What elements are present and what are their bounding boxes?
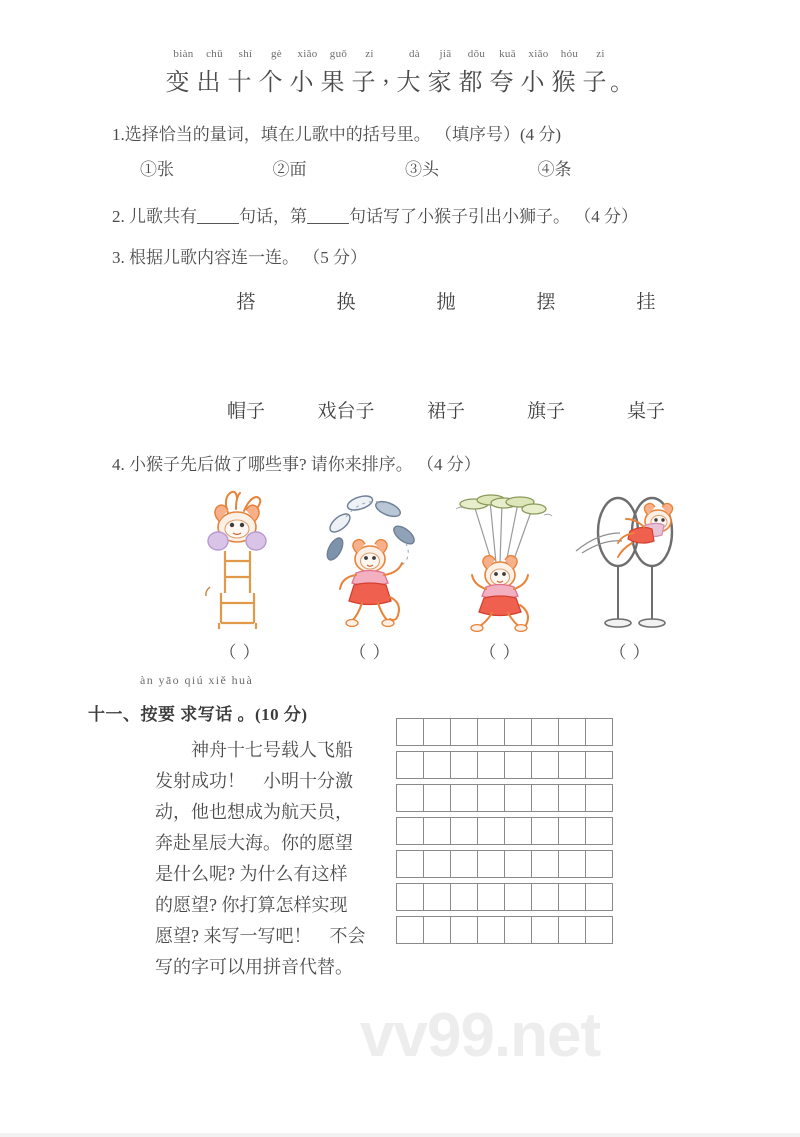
- grid-cell[interactable]: [396, 883, 424, 911]
- poem-pinyin-syllable: guǒ: [329, 48, 348, 60]
- writing-prompt-line: 奔赴星辰大海。你的愿望: [155, 833, 353, 853]
- writing-prompt-line: 愿望? 来写一写吧！ 不会: [155, 926, 366, 946]
- grid-cell[interactable]: [396, 718, 424, 746]
- writing-prompt-line: 写的字可以用拼音代替。: [155, 957, 353, 977]
- match-noun-item[interactable]: 裙子: [426, 401, 465, 422]
- grid-cell[interactable]: [531, 718, 559, 746]
- grid-cell[interactable]: [558, 817, 586, 845]
- poem-hanzi-row: [150, 62, 670, 97]
- grid-cell[interactable]: [396, 817, 424, 845]
- section-11-pinyin: àn yāo qiú xiě huà: [140, 673, 254, 687]
- poem-hanzi-char: 小: [289, 70, 314, 96]
- match-noun-item[interactable]: 桌子: [626, 401, 665, 422]
- poem-hanzi-char: 出: [196, 70, 221, 96]
- grid-row: [396, 916, 612, 944]
- page-bottom-edge: [0, 1133, 800, 1137]
- grid-row: [396, 850, 612, 878]
- section-11-title: 十一、按要 求写话 。(10 分): [88, 705, 308, 724]
- question-3-text: 3. 根据儿歌内容连一连。 （5 分）: [112, 248, 367, 267]
- match-verb-item[interactable]: 抛: [436, 292, 456, 313]
- match-verb-item[interactable]: 摆: [536, 292, 556, 313]
- grid-cell[interactable]: [477, 850, 505, 878]
- grid-cell[interactable]: [585, 883, 613, 911]
- poem-hanzi-char: ,: [383, 62, 389, 88]
- match-verb-item[interactable]: 挂: [636, 292, 656, 313]
- writing-prompt-line: 是什么呢? 为什么有这样: [155, 864, 348, 884]
- grid-cell[interactable]: [558, 751, 586, 779]
- question-4-answer-parens: [175, 638, 695, 663]
- question-4-text: 4. 小猴子先后做了哪些事? 请你来排序。 （4 分）: [112, 455, 481, 474]
- grid-cell[interactable]: [450, 718, 478, 746]
- writing-prompt-line: 神舟十七号载人飞船: [155, 740, 353, 760]
- grid-cell[interactable]: [585, 817, 613, 845]
- grid-cell[interactable]: [531, 883, 559, 911]
- writing-prompt-text: [155, 735, 395, 983]
- grid-cell[interactable]: [558, 883, 586, 911]
- poem-hanzi-char: 猴: [551, 70, 576, 96]
- poem-hanzi-char: 果: [320, 70, 345, 96]
- poem-pinyin-syllable: [616, 48, 630, 60]
- poem-pinyin-syllable: zi: [596, 48, 605, 60]
- poem-hanzi-char: 家: [427, 70, 452, 96]
- answer-paren-blank[interactable]: （ ）: [219, 643, 261, 662]
- grid-cell[interactable]: [396, 751, 424, 779]
- grid-cell[interactable]: [585, 916, 613, 944]
- question-3-verb-row: [196, 287, 666, 314]
- illustration-monkey-juggling-plates: [305, 487, 435, 632]
- question-1-options: [140, 155, 670, 180]
- answer-paren-blank[interactable]: （ ）: [349, 643, 391, 662]
- answer-paren-blank[interactable]: （ ）: [479, 643, 521, 662]
- poem-pinyin-syllable: [385, 48, 399, 60]
- grid-cell[interactable]: [450, 817, 478, 845]
- grid-cell[interactable]: [504, 751, 532, 779]
- grid-cell[interactable]: [423, 850, 451, 878]
- writing-prompt-line: 的愿望? 你打算怎样实现: [155, 895, 348, 915]
- question-2-text: [112, 202, 638, 227]
- grid-cell[interactable]: [423, 817, 451, 845]
- poem-pinyin-syllable: jiā: [439, 48, 452, 60]
- poem-pinyin-syllable: biàn: [173, 48, 194, 60]
- grid-cell[interactable]: [504, 817, 532, 845]
- grid-cell[interactable]: [477, 751, 505, 779]
- poem-pinyin-syllable: xiǎo: [297, 48, 318, 60]
- match-noun-item[interactable]: 旗子: [526, 401, 565, 422]
- grid-cell[interactable]: [504, 883, 532, 911]
- writing-grid[interactable]: [396, 718, 612, 944]
- poem-hanzi-char: 子: [351, 70, 376, 96]
- poem-pinyin-syllable: shí: [238, 48, 253, 60]
- grid-cell[interactable]: [558, 916, 586, 944]
- poem-hanzi-char: 。: [610, 70, 634, 96]
- grid-cell[interactable]: [477, 817, 505, 845]
- question-2-suffix: 句话写了小猴子引出小狮子。 （4 分）: [349, 207, 638, 226]
- grid-cell[interactable]: [477, 916, 505, 944]
- poem-hanzi-char: 大: [396, 70, 421, 96]
- question-2-prefix: 2. 儿歌共有: [112, 207, 197, 226]
- grid-cell[interactable]: [504, 784, 532, 812]
- illustration-monkey-stacking-chairs: [175, 487, 305, 632]
- grid-cell[interactable]: [450, 751, 478, 779]
- grid-cell[interactable]: [585, 718, 613, 746]
- grid-cell[interactable]: [423, 718, 451, 746]
- grid-cell[interactable]: [450, 784, 478, 812]
- poem-hanzi-char: 十: [227, 70, 252, 96]
- poem-hanzi-char: 小: [520, 70, 545, 96]
- poem-pinyin-syllable: dōu: [467, 48, 486, 60]
- question-1-option-4[interactable]: ④条: [537, 160, 572, 179]
- poem-pinyin-syllable: zi: [365, 48, 374, 60]
- question-1-option-2[interactable]: ②面: [272, 160, 307, 179]
- poem-sentence-block: [150, 48, 670, 97]
- question-1-text: 1.选择恰当的量词，填在儿歌中的括号里。 （填序号）(4 分): [112, 125, 562, 144]
- poem-hanzi-char: 夸: [489, 70, 514, 96]
- grid-cell[interactable]: [531, 784, 559, 812]
- grid-cell[interactable]: [531, 850, 559, 878]
- grid-cell[interactable]: [531, 817, 559, 845]
- watermark: vv99.net: [360, 1001, 601, 1070]
- poem-pinyin-syllable: hóu: [560, 48, 579, 60]
- poem-hanzi-char: 都: [458, 70, 483, 96]
- grid-cell[interactable]: [396, 916, 424, 944]
- poem-pinyin-row: [150, 48, 670, 60]
- grid-cell[interactable]: [450, 850, 478, 878]
- grid-row: [396, 817, 612, 845]
- grid-cell[interactable]: [504, 718, 532, 746]
- question-2-mid: 句话，第: [239, 207, 307, 226]
- grid-cell[interactable]: [423, 784, 451, 812]
- grid-cell[interactable]: [585, 751, 613, 779]
- grid-row: [396, 784, 612, 812]
- poem-pinyin-syllable: chū: [206, 48, 223, 60]
- poem-hanzi-char: 个: [258, 70, 283, 96]
- poem-pinyin-syllable: gè: [271, 48, 282, 60]
- grid-cell[interactable]: [585, 784, 613, 812]
- grid-row: [396, 883, 612, 911]
- grid-cell[interactable]: [504, 916, 532, 944]
- poem-hanzi-char: 子: [582, 70, 607, 96]
- question-1-option-1[interactable]: ①张: [140, 160, 174, 179]
- grid-cell[interactable]: [423, 751, 451, 779]
- poem-pinyin-syllable: kuā: [499, 48, 516, 60]
- grid-cell[interactable]: [558, 850, 586, 878]
- grid-cell[interactable]: [558, 784, 586, 812]
- writing-prompt-line: 动，他也想成为航天员，: [155, 802, 353, 822]
- grid-cell[interactable]: [504, 850, 532, 878]
- grid-cell[interactable]: [423, 916, 451, 944]
- match-verb-item[interactable]: 换: [336, 292, 356, 313]
- question-1-option-3[interactable]: ③头: [405, 160, 439, 179]
- match-verb-item[interactable]: 搭: [236, 292, 256, 313]
- match-noun-item[interactable]: 戏台子: [317, 401, 375, 422]
- grid-cell[interactable]: [477, 718, 505, 746]
- grid-row: [396, 751, 612, 779]
- writing-prompt-line: 发射成功！ 小明十分激: [155, 771, 353, 791]
- grid-cell[interactable]: [585, 850, 613, 878]
- grid-cell[interactable]: [396, 784, 424, 812]
- grid-cell[interactable]: [477, 784, 505, 812]
- match-noun-item[interactable]: 帽子: [226, 401, 265, 422]
- grid-cell[interactable]: [531, 751, 559, 779]
- grid-cell[interactable]: [450, 916, 478, 944]
- poem-pinyin-syllable: xiǎo: [528, 48, 549, 60]
- poem-pinyin-syllable: dà: [409, 48, 420, 60]
- question-2-blank-2[interactable]: [307, 223, 349, 224]
- grid-cell[interactable]: [423, 883, 451, 911]
- question-2-blank-1[interactable]: [197, 223, 239, 224]
- illustration-monkey-jumping-hoops: [565, 487, 695, 632]
- poem-hanzi-char: 变: [165, 70, 190, 96]
- grid-cell[interactable]: [450, 883, 478, 911]
- grid-cell[interactable]: [396, 850, 424, 878]
- grid-cell[interactable]: [531, 916, 559, 944]
- illustration-monkey-spinning-plates: [435, 487, 565, 632]
- question-3-noun-row: [196, 396, 666, 423]
- grid-row: [396, 718, 612, 746]
- grid-cell[interactable]: [558, 718, 586, 746]
- question-4-illustrations: [175, 487, 695, 632]
- grid-cell[interactable]: [477, 883, 505, 911]
- answer-paren-blank[interactable]: （ ）: [609, 643, 651, 662]
